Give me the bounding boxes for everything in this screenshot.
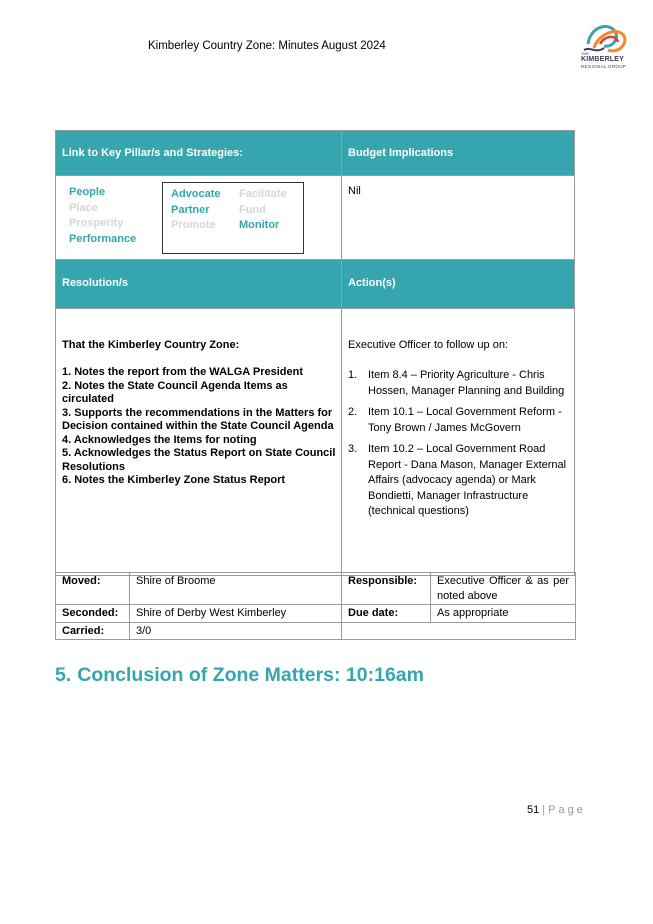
strategy-fund: Fund xyxy=(239,203,266,216)
pillar-performance: Performance xyxy=(69,232,137,245)
logo-text-the: THE xyxy=(581,51,589,56)
motion-details-table xyxy=(55,572,576,640)
action-text: Item 8.4 – Priority Agriculture - Chris Hossen, Manager Planning and Building xyxy=(368,369,565,397)
resolution-item: 6. Notes the Kimberley Zone Status Report xyxy=(62,474,286,486)
resolution-item: 1. Notes the report from the WALGA President xyxy=(62,366,304,378)
action-number: 3. xyxy=(348,443,358,455)
actions-header: Action(s) xyxy=(348,277,396,289)
moved-label: Moved: xyxy=(56,573,130,605)
page-label: Page xyxy=(548,804,586,816)
resolution-header: Resolution/s xyxy=(62,277,129,289)
document-header-title: Kimberley Country Zone: Minutes August 2024 xyxy=(148,40,386,52)
budget-value: Nil xyxy=(342,176,575,260)
action-number: 1. xyxy=(348,369,358,381)
resolution-cell xyxy=(56,309,342,576)
seconded-value: Shire of Derby West Kimberley xyxy=(130,605,342,623)
section-heading xyxy=(55,664,424,687)
pillar-place: Place xyxy=(69,201,98,214)
page-number: 51 xyxy=(527,804,540,816)
strategy-monitor: Monitor xyxy=(239,219,280,231)
resolution-header-cell xyxy=(56,260,342,309)
pillars-cell xyxy=(56,176,342,260)
resolution-item: 4. Acknowledges the Items for noting xyxy=(62,433,257,446)
strategy-column-2 xyxy=(239,187,287,234)
resolution-intro: That the Kimberley Country Zone: xyxy=(62,339,240,351)
logo-text-sub: REGIONAL GROUP xyxy=(581,64,627,69)
resolution-item: 5. Acknowledges the Status Report on State Council Resolutions xyxy=(62,447,336,473)
section-number: 5. xyxy=(55,664,72,686)
resolution-list xyxy=(62,366,338,488)
empty-cell xyxy=(342,622,576,640)
action-item xyxy=(348,405,574,436)
responsible-value: Executive Officer & as per noted above xyxy=(431,573,576,605)
logo-text-main: KIMBERLEY xyxy=(581,56,625,63)
budget-header-cell xyxy=(342,131,575,176)
responsible-label: Responsible: xyxy=(342,573,431,605)
carried-label: Carried: xyxy=(56,622,130,640)
strategy-promote: Promote xyxy=(171,219,216,231)
pillar-people: People xyxy=(69,186,106,198)
pillars-header: Link to Key Pillar/s and Strategies: xyxy=(62,147,243,159)
strategy-advocate: Advocate xyxy=(171,188,221,200)
due-date-value: As appropriate xyxy=(431,605,576,623)
pillars-header-cell xyxy=(56,131,342,176)
actions-header-cell xyxy=(342,260,575,309)
actions-list xyxy=(348,368,574,520)
action-number: 2. xyxy=(348,406,358,418)
strategy-box xyxy=(162,182,304,254)
due-date-label: Due date: xyxy=(342,605,431,623)
pillar-prosperity: Prosperity xyxy=(69,217,124,229)
seconded-label: Seconded: xyxy=(56,605,130,623)
resolution-item: 2. Notes the State Council Agenda Items as circulated xyxy=(62,379,288,405)
page-separator: | xyxy=(542,804,546,816)
pillars-list xyxy=(69,185,136,247)
strategy-facilitate: Facilitate xyxy=(239,188,287,200)
action-text: Item 10.1 – Local Government Reform - Tony Brown / James McGovern xyxy=(368,406,562,434)
actions-intro: Executive Officer to follow up on: xyxy=(348,339,508,351)
resolution-item: 3. Supports the recommendations in the Matters for Decision contained within the State Council Agenda xyxy=(62,406,334,432)
budget-header: Budget Implications xyxy=(348,147,454,159)
section-title: Conclusion of Zone Matters: 10:16am xyxy=(77,664,424,686)
actions-cell xyxy=(342,309,575,576)
carried-value: 3/0 xyxy=(130,622,342,640)
page-footer xyxy=(527,804,586,816)
action-item xyxy=(348,442,574,520)
action-item xyxy=(348,368,574,399)
strategy-column-1 xyxy=(171,187,221,234)
action-text: Item 10.2 – Local Government Road Report - Dana Mason, Manager External Affairs (advocacy agenda) or Mark Bondietti, Manager Infrastructure (technical questions) xyxy=(368,443,567,517)
moved-value: Shire of Broome xyxy=(130,573,342,605)
resolution-table xyxy=(55,130,575,576)
strategy-partner: Partner xyxy=(171,203,210,216)
